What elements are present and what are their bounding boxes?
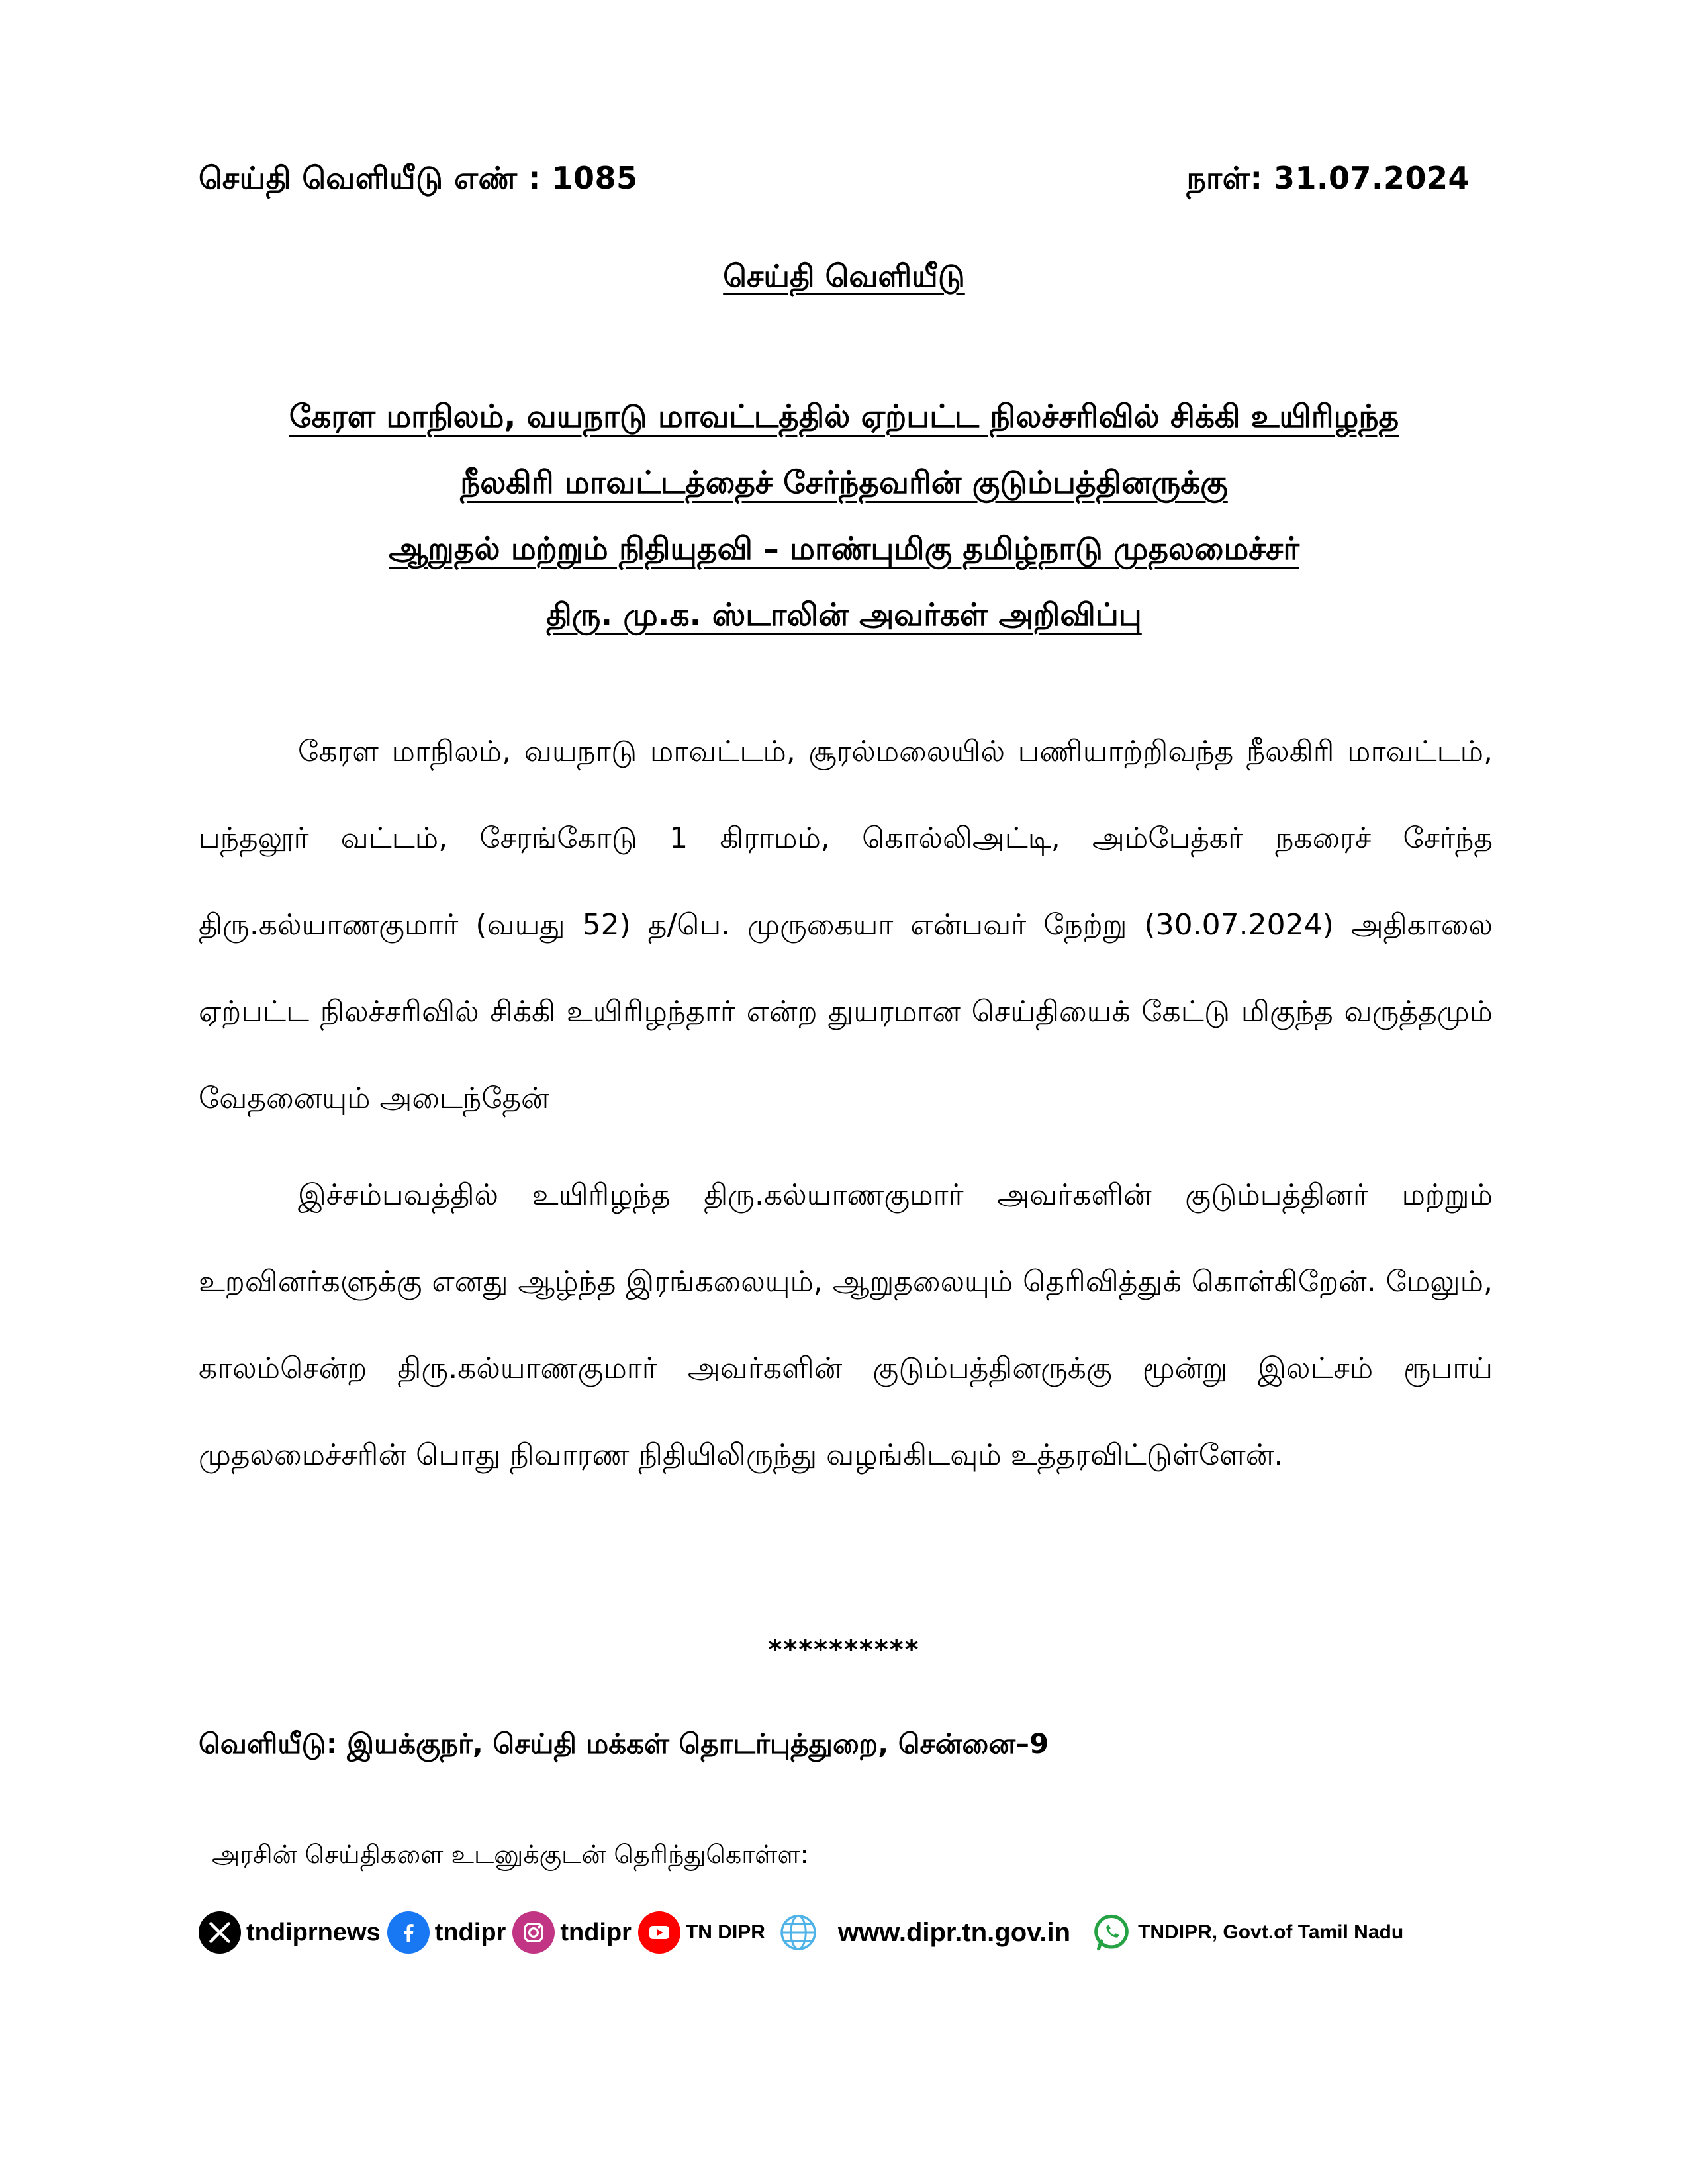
- instagram-icon: [512, 1911, 555, 1954]
- headline-line: [165, 516, 1523, 582]
- release-number: செய்தி வெளியீடு எண் : 1085: [199, 160, 638, 196]
- footer-issuer: வெளியீடு: இயக்குநர், செய்தி மக்கள் தொடர்புத்துறை, சென்னை–9: [199, 1727, 1049, 1760]
- body-paragraph-1: கேரள மாநிலம், வயநாடு மாவட்டம், சூரல்மலையில் பணியாற்றிவந்த நீலகிரி மாவட்டம், பந்தலூர் வட்டம், சேரங்கோடு 1 கிராமம், கொல்லிஅட்டி, அம்பேத்கர் நகரைச் சேர்ந்த திரு.கல்யாணகுமார் (வயது 52) த/பெ. முருகையா என்பவர் நேற்று (30.07.2024) அதிகாலை ஏற்பட்ட நிலச்சரிவில் சிக்கி உயிரிழந்தார் என்ற துயரமான செய்தியைக் கேட்டு மிகுந்த வருத்தமும் வேதனையும் அடைந்தேன்: [199, 735, 1493, 1115]
- social-youtube-label: TN DIPR: [685, 1921, 765, 1943]
- separator: **********: [768, 1635, 920, 1665]
- follow-note: அரசின் செய்திகளை உடனுக்குடன் தெரிந்துகொள்ள:: [212, 1840, 809, 1869]
- headline-line: [165, 384, 1523, 450]
- social-instagram-label: tndipr: [560, 1918, 632, 1946]
- headline-line-1: கேரள மாநிலம், வயநாடு மாவட்டத்தில் ஏற்பட்ட நிலச்சரிவில் சிக்கி உயிரிழந்த: [289, 398, 1399, 435]
- youtube-icon: [638, 1911, 680, 1954]
- whatsapp-icon: [1090, 1911, 1133, 1954]
- social-whatsapp[interactable]: [1090, 1911, 1403, 1954]
- social-x[interactable]: [199, 1911, 381, 1954]
- social-x-label: tndiprnews: [246, 1918, 381, 1946]
- release-title-text: செய்தி வெளியீடு: [723, 258, 965, 294]
- social-youtube[interactable]: [638, 1911, 765, 1954]
- globe-icon: [777, 1911, 820, 1954]
- social-links: [199, 1906, 1410, 1959]
- social-website-label: www.dipr.tn.gov.in: [837, 1917, 1071, 1947]
- release-title: [0, 258, 1688, 298]
- social-website[interactable]: [772, 1911, 1070, 1954]
- headline-line: [165, 450, 1523, 516]
- headline-line-2: நீலகிரி மாவட்டத்தைச் சேர்ந்தவரின் குடும்பத்தினருக்கு: [460, 465, 1228, 501]
- social-instagram[interactable]: [512, 1911, 632, 1954]
- body-paragraph-2: இச்சம்பவத்தில் உயிரிழந்த திரு.கல்யாணகுமார் அவர்களின் குடும்பத்தினர் மற்றும் உறவினர்களுக்கு எனது ஆழ்ந்த இரங்கலையும், ஆறுதலையும் தெரிவித்துக் கொள்கிறேன். மேலும், காலம்சென்ற திரு.கல்யாணகுமார் அவர்களின் குடும்பத்தினருக்கு மூன்று இலட்சம் ரூபாய் முதலமைச்சரின் பொது நிவாரண நிதியிலிருந்து வழங்கிடவும் உத்தரவிட்டுள்ளேன்.: [199, 1178, 1493, 1472]
- facebook-icon: [387, 1911, 430, 1954]
- headline-line-4: திரு. மு.க. ஸ்டாலின் அவர்கள் அறிவிப்பு: [546, 597, 1142, 633]
- headline-line-3: ஆறுதல் மற்றும் நிதியுதவி – மாண்புமிகு தமிழ்நாடு முதலமைச்சர்: [389, 531, 1299, 567]
- social-whatsapp-label: TNDIPR, Govt.of Tamil Nadu: [1138, 1921, 1404, 1943]
- header-row: [199, 160, 1470, 201]
- social-facebook-label: tndipr: [434, 1918, 506, 1946]
- social-facebook[interactable]: [387, 1911, 506, 1954]
- headline-line: [165, 582, 1523, 649]
- release-date: நாள்: 31.07.2024: [1186, 160, 1470, 196]
- headline: [165, 384, 1523, 649]
- x-icon: [199, 1911, 241, 1954]
